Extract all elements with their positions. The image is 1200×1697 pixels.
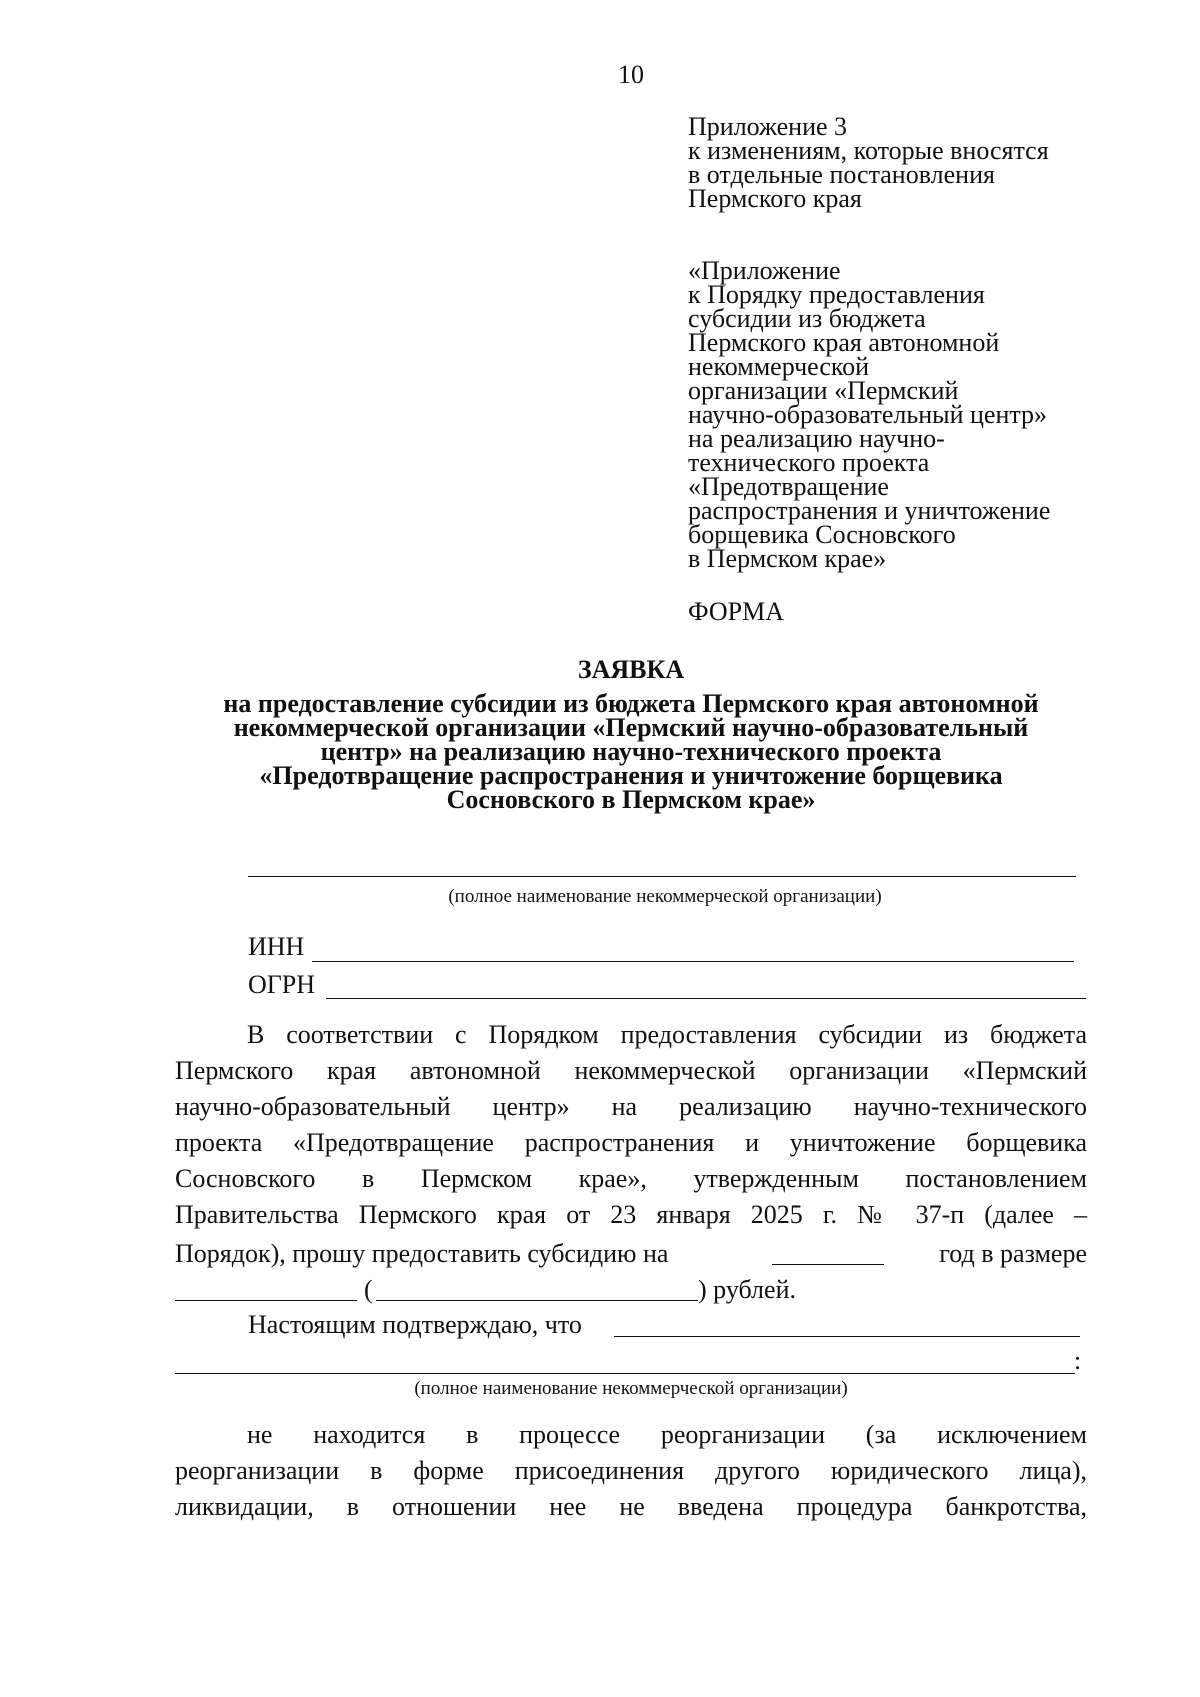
subtitle-line: Сосновского в Пермском крае»: [446, 785, 816, 814]
tail-line: реорганизации в форме присоединения другого юридического лица),: [175, 1456, 1087, 1485]
annex-order-line: «Приложение: [688, 256, 841, 285]
annex-order-line: научно-образовательный центр»: [688, 400, 1048, 429]
confirm-org-field-line-2[interactable]: [175, 1373, 1075, 1374]
subtitle-line: на предоставление субсидии из бюджета Пермского края автономной: [223, 689, 1039, 718]
annex-order-line: в Пермском крае»: [688, 544, 887, 573]
amount-digits-field-line[interactable]: [175, 1300, 357, 1301]
colon: :: [1074, 1346, 1082, 1375]
document-subtitle: [150, 689, 1112, 814]
org-name-caption: (полное наименование некоммерческой организации): [448, 886, 882, 907]
tail-line: не находится в процессе реорганизации (за исключением: [247, 1420, 1087, 1449]
body-line-7-start: Порядок), прошу предоставить субсидию на: [175, 1239, 669, 1268]
annex-order-line: технического проекта: [688, 448, 930, 477]
annex-3-header: [688, 112, 1049, 213]
annex-3-line: Приложение 3: [688, 112, 848, 141]
inn-field-line[interactable]: [312, 961, 1074, 962]
ogrn-label: ОГРН: [248, 970, 316, 999]
body-line: Пермского края автономной некоммерческой организации «Пермский: [175, 1056, 1087, 1085]
confirm-org-field-line[interactable]: [614, 1336, 1080, 1337]
body-line: научно-образовательный центр» на реализацию научно-технического: [175, 1092, 1087, 1121]
form-label: ФОРМА: [688, 597, 784, 626]
subtitle-line: некоммерческой организации «Пермский научно-образовательный: [233, 713, 1029, 742]
amount-words-field-line[interactable]: [376, 1300, 698, 1301]
subtitle-line: центр» на реализацию научно-технического проекта: [320, 737, 942, 766]
subtitle-line: «Предотвращение распространения и уничтожение борщевика: [259, 761, 1003, 790]
annex-3-line: Пермского края: [688, 184, 862, 213]
body-line: В соответствии с Порядком предоставления субсидии из бюджета: [247, 1020, 1087, 1049]
annex-3-line: к изменениям, которые вносятся: [688, 136, 1049, 165]
annex-order-line: к Порядку предоставления: [688, 280, 985, 309]
body-line-7-end: год в размере: [939, 1239, 1087, 1268]
annex-order-line: борщевика Сосновского: [688, 520, 956, 549]
org-name-field-line[interactable]: [248, 876, 1076, 877]
document-title: ЗАЯВКА: [577, 655, 685, 684]
tail-line: ликвидации, в отношении нее не введена процедура банкротства,: [175, 1492, 1087, 1521]
annex-order-line: некоммерческой: [688, 352, 870, 381]
annex-order-line: на реализацию научно-: [688, 424, 945, 453]
annex-order-line: Пермского края автономной: [688, 328, 1000, 357]
ogrn-field-line[interactable]: [326, 998, 1086, 999]
year-field-line[interactable]: [772, 1264, 884, 1265]
annex-order-line: субсидии из бюджета: [688, 304, 926, 333]
page-number: 10: [618, 60, 644, 89]
annex-3-line: в отдельные постановления: [688, 160, 995, 189]
tail-paragraph: [175, 1417, 1087, 1525]
inn-label: ИНН: [248, 932, 305, 961]
body-line: Правительства Пермского края от 23 января 2025 г. № 37-п (далее –: [175, 1200, 1087, 1229]
body-line: Сосновского в Пермском крае», утвержденным постановлением: [175, 1164, 1087, 1193]
annex-order-line: «Предотвращение: [688, 472, 889, 501]
amount-open-paren: (: [364, 1275, 373, 1304]
annex-order-line: организации «Пермский: [688, 376, 959, 405]
confirm-text: Настоящим подтверждаю, что: [248, 1310, 582, 1339]
application-body: [175, 1017, 1087, 1233]
annex-order-line: распространения и уничтожение: [688, 496, 1051, 525]
amount-currency: ) рублей.: [698, 1275, 796, 1304]
body-line: проекта «Предотвращение распространения и уничтожение борщевика: [175, 1128, 1087, 1157]
org-name-caption-2: (полное наименование некоммерческой организации): [414, 1378, 848, 1399]
annex-order-header: [688, 256, 1051, 573]
